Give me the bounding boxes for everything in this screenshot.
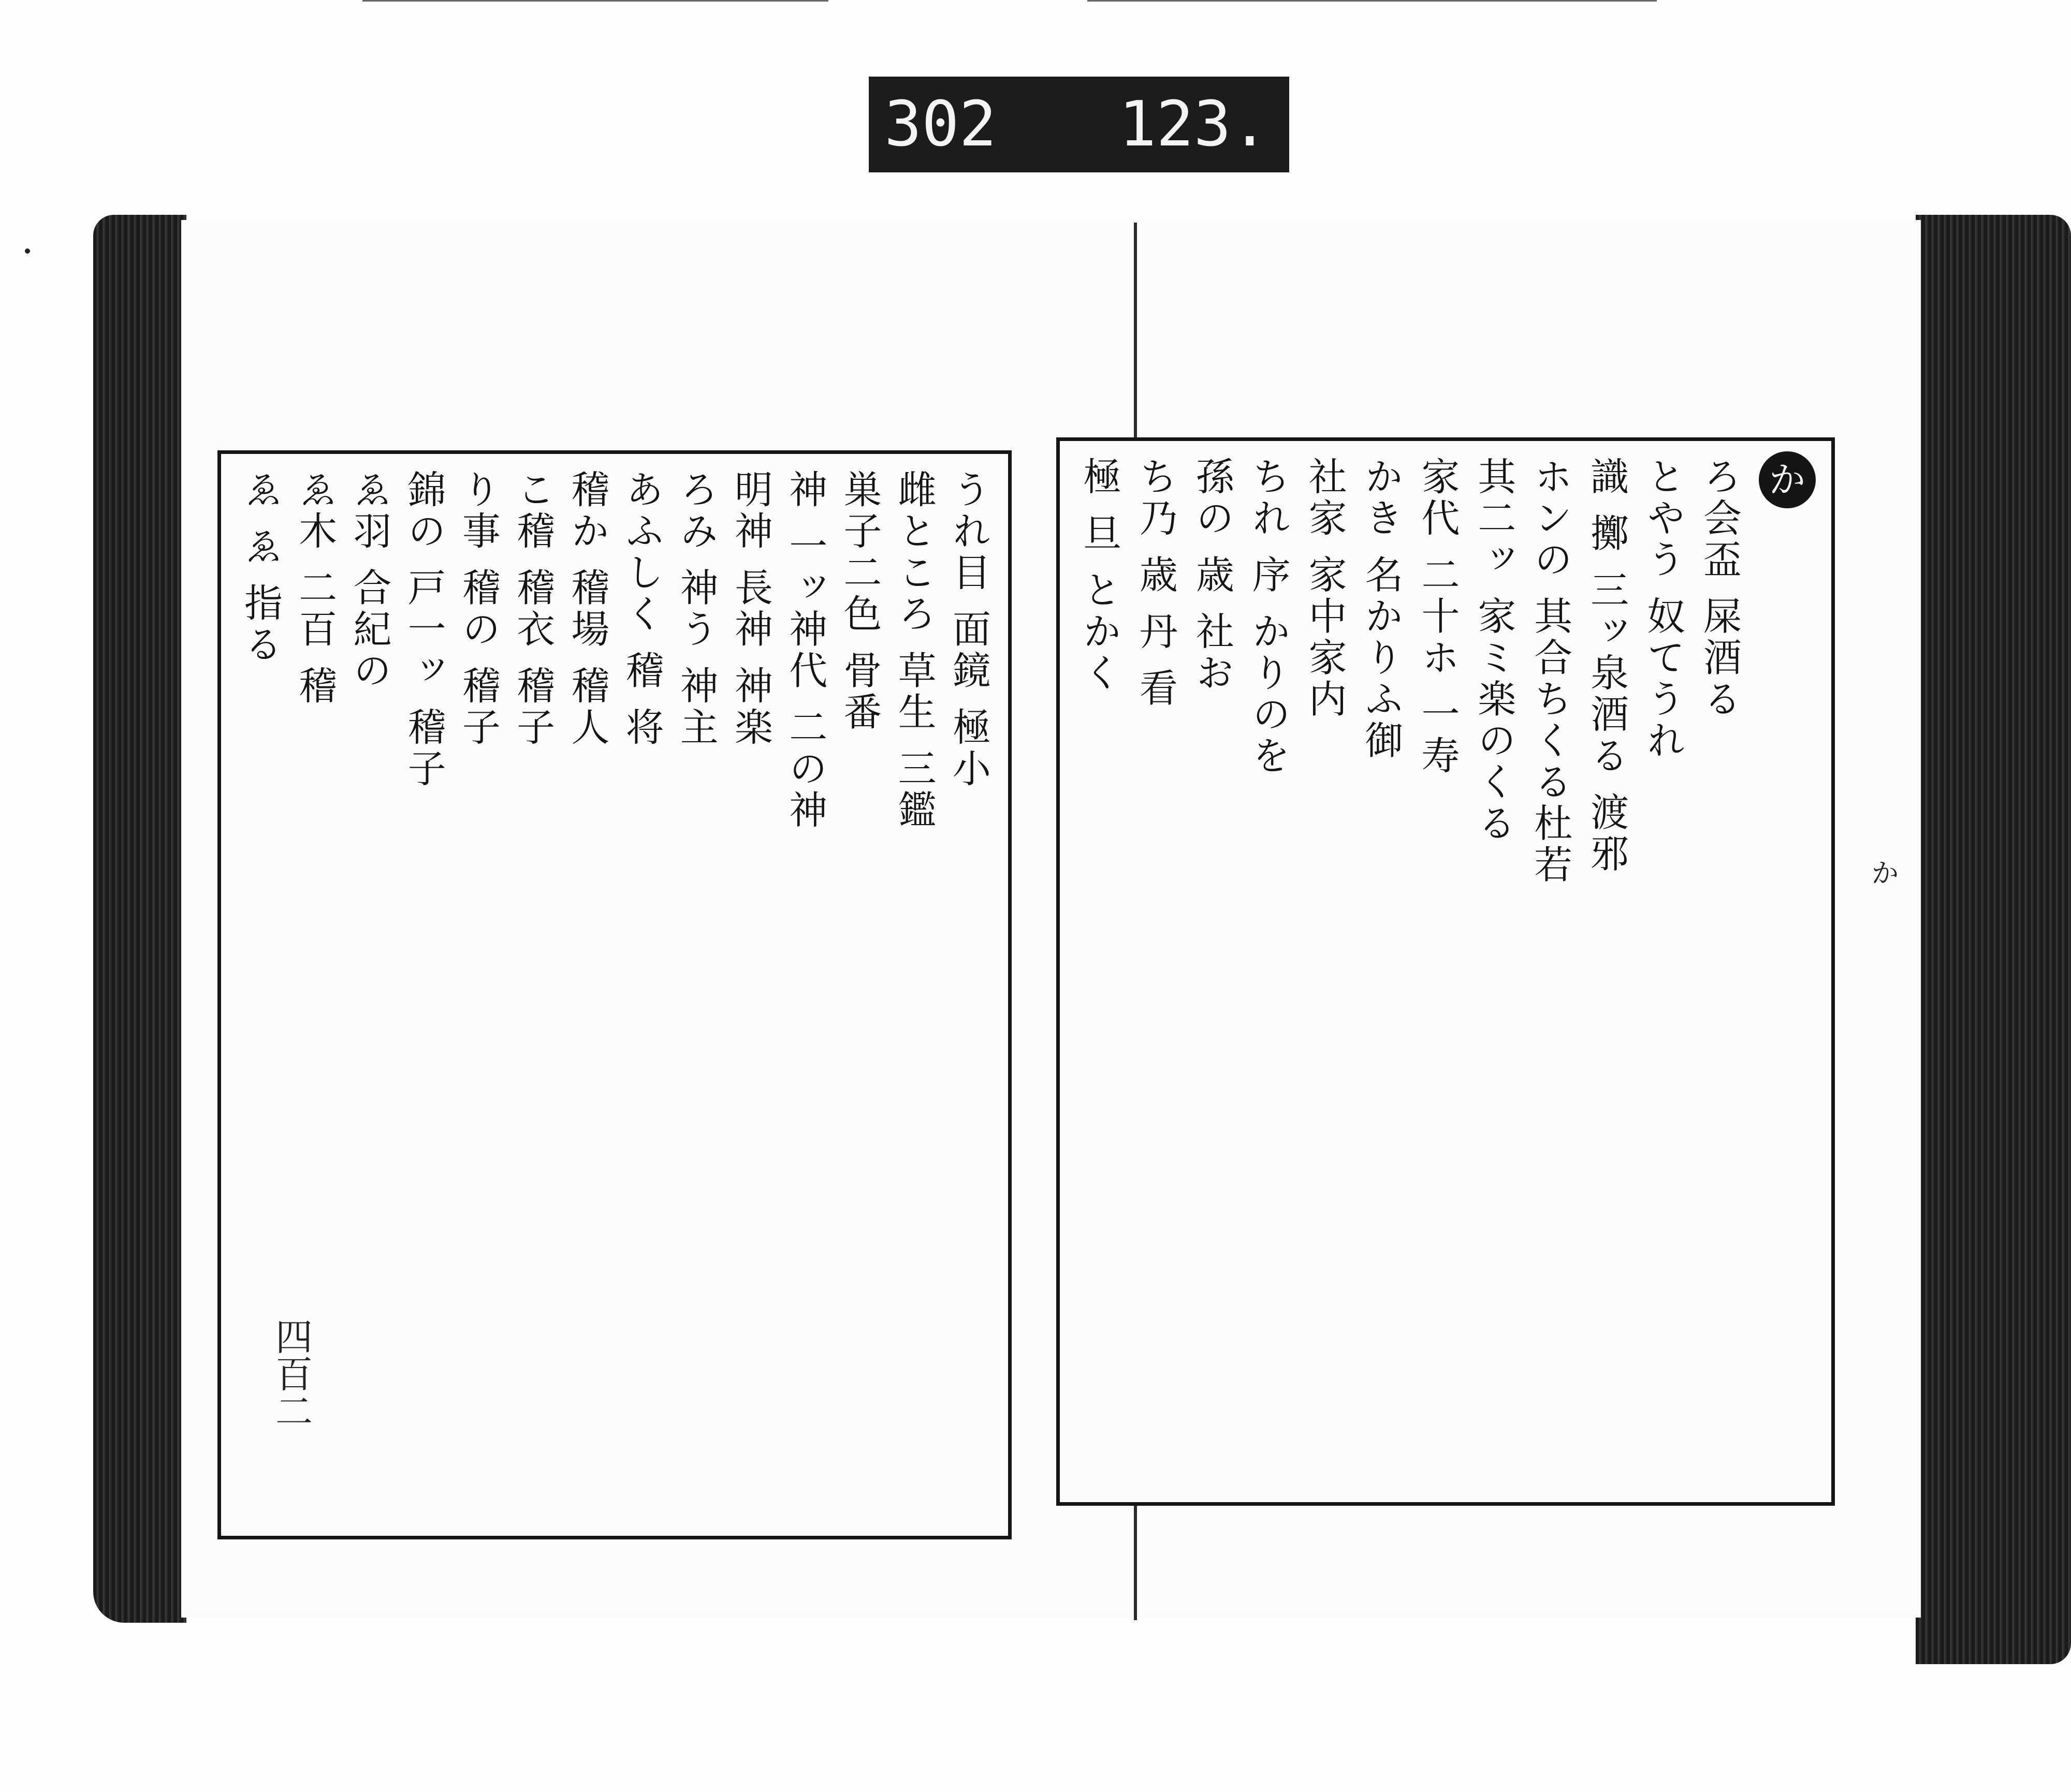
text-column: うれ目 面鏡 極小 [946,469,991,790]
left-page-text-block [217,450,1012,1539]
text-column: 神 一ッ神代 二の神 [783,469,828,832]
text-column: 雌ところ 草生 三鑑 [892,469,937,832]
archive-frame-label [869,77,1289,172]
frame-number: 302 [884,89,997,160]
section-header-glyph: か [1872,858,1899,889]
page-number: 123. [1119,89,1268,160]
section-heading-mark: か [1759,451,1816,508]
text-column: 其二ッ 家ミ楽のくる [1471,457,1516,845]
page-margin-label: 四百二 [269,1317,313,1429]
text-column: 家代 二十ホ 一寿 [1415,457,1460,777]
text-column: とやう 奴てうれ [1641,457,1686,762]
right-page-text-block [1056,437,1835,1506]
scan-edge-line [1087,0,1657,2]
text-column: あふしく 稽 将 [619,469,664,749]
text-column: ホンの 其合ちくる杜若 [1528,457,1573,886]
text-column: 孫の 歳 社お [1189,457,1234,695]
scan-speck [25,248,30,254]
text-column: 極 旦 とかく [1077,457,1121,695]
text-column: 識 擲 三ッ泉酒る 渡邪 [1584,457,1629,875]
text-column: 錦の 戸一ッ 稽子 [401,469,446,790]
text-column: かき 名かりふ御 [1359,457,1404,762]
text-column: ろ会盃 屎酒る [1697,457,1742,721]
text-column: 明神 長神 神楽 [728,469,773,749]
text-column: 社家 家中家内 [1302,457,1347,721]
text-column: ろみ 神う 神主 [674,469,719,749]
scan-edge-line [362,0,828,2]
text-column: り事 稽の 稽子 [456,469,501,749]
text-column: ち乃 歳 丹 看 [1133,457,1178,710]
left-page-columns [237,469,993,1520]
text-column: ゑ ゑ 指る [238,469,283,666]
book [93,215,2071,1643]
text-column: 稽か 稽場 稽人 [565,469,610,749]
text-column: 巣子二色 骨番 [837,469,882,733]
text-column: ちれ 序 かりのを [1246,457,1291,777]
text-column: ゑ羽 合紀の [347,469,392,692]
book-edge-right [1916,215,2071,1664]
text-column: こ稽 稽衣 稽子 [511,469,556,749]
right-page-columns [1075,457,1743,1487]
book-edge-left [93,215,186,1623]
text-column: ゑ木 二百 稽 [293,469,338,708]
